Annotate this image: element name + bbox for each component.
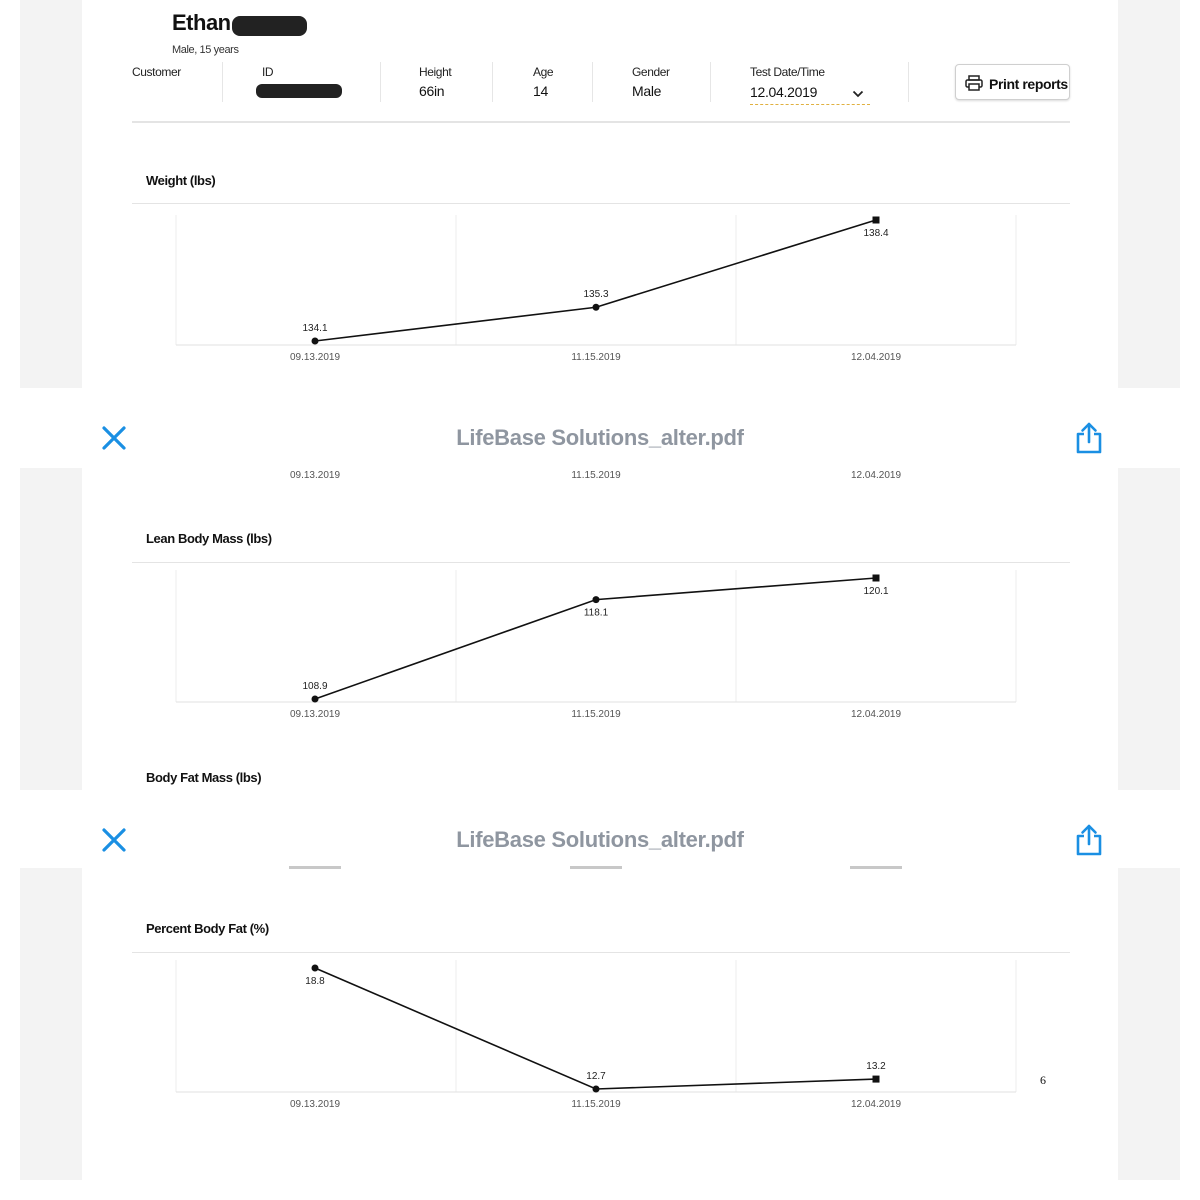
customer-subtitle: Male, 15 years (172, 44, 239, 56)
page-number: 6 (1040, 1073, 1046, 1087)
pdf-filename: LifeBase Solutions_alter.pdf (456, 827, 744, 852)
x-tick-label: 12.04.2019 (850, 709, 902, 720)
x-tick-label: 11.15.2019 (571, 470, 621, 481)
data-point (312, 338, 319, 345)
data-point (873, 575, 880, 582)
x-tick-label: 09.13.2019 (289, 709, 341, 720)
data-label: 138.4 (863, 228, 889, 239)
test-date-value: 12.04.2019 (750, 84, 818, 100)
x-tick-label: 11.15.2019 (571, 1099, 621, 1110)
test-date-label: Test Date/Time (750, 65, 825, 79)
x-tick-label: 09.13.2019 (289, 352, 341, 363)
data-label: 13.2 (866, 1061, 886, 1073)
customer-name: Ethan (172, 10, 231, 35)
data-point (873, 1076, 880, 1083)
x-tick-label: 11.15.2019 (571, 352, 621, 363)
data-point (312, 965, 319, 972)
x-tick-label: 11.15.2019 (571, 709, 621, 720)
pdf-page-fragment-1 (0, 0, 1200, 388)
data-point (593, 596, 600, 603)
cut-off-ticks (0, 866, 1200, 872)
pdf-viewer-toolbar (0, 388, 1200, 468)
age-value: 14 (533, 83, 548, 99)
id-label: ID (262, 65, 274, 79)
percent-body-fat-chart (0, 950, 1200, 1120)
print-reports-label: Print reports (989, 76, 1068, 92)
data-label: 135.3 (583, 289, 609, 301)
x-tick-label: 12.04.2019 (850, 1099, 902, 1110)
height-value: 66in (419, 83, 445, 99)
data-label: 12.7 (586, 1071, 606, 1082)
data-point (593, 304, 600, 311)
data-label: 118.1 (583, 607, 609, 619)
weight-chart (0, 0, 1200, 388)
data-label: 134.1 (302, 323, 328, 334)
share-icon[interactable] (1074, 421, 1104, 455)
weight-section-title: Weight (lbs) (146, 173, 216, 188)
data-point (593, 1086, 600, 1093)
gender-value: Male (632, 83, 662, 99)
pdf-filename: LifeBase Solutions_alter.pdf (456, 425, 744, 450)
weight-chart-ticks-continued (0, 466, 1200, 486)
age-label: Age (533, 65, 554, 79)
share-icon[interactable] (1074, 823, 1104, 857)
data-point (312, 696, 319, 703)
pbf-section-title: Percent Body Fat (%) (146, 921, 269, 936)
fatmass-section-title: Body Fat Mass (lbs) (146, 770, 262, 785)
x-tick-label: 12.04.2019 (850, 470, 902, 481)
data-label: 120.1 (863, 586, 889, 597)
customer-label: Customer (132, 65, 181, 79)
data-point (873, 217, 880, 224)
x-tick-label: 09.13.2019 (289, 470, 341, 481)
gender-label: Gender (632, 65, 670, 79)
x-tick-label: 12.04.2019 (850, 352, 902, 363)
data-label: 18.8 (305, 976, 325, 987)
series-line (315, 220, 876, 341)
data-label: 108.9 (302, 681, 328, 692)
lean-section-title: Lean Body Mass (lbs) (146, 531, 272, 546)
pdf-viewer-toolbar (0, 790, 1200, 870)
x-tick-label: 09.13.2019 (289, 1099, 341, 1110)
height-label: Height (419, 65, 452, 79)
